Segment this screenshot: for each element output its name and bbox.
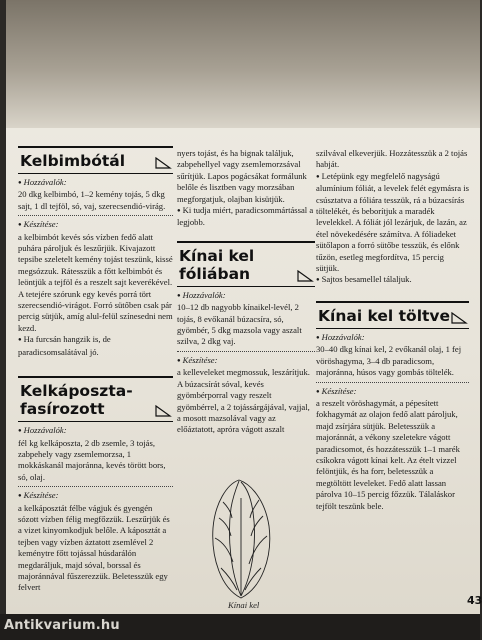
page-top-shadow — [6, 0, 480, 128]
ingredients-label: ● Hozzávalók: — [316, 332, 469, 344]
illustration-caption: Kínai kel — [228, 600, 260, 610]
column-3 — [316, 148, 469, 512]
preparation-text: a kelkáposztát félbe vágjuk és gyengén sózott vízben félig megfőzzük. Leszűrjük és a vizet kinyomkodjuk belőle. A káposztát a tejben vagy vízben áztatott zsemlével 2 keménytre főtt tojással húsdarálón megdaráljuk, majd sóval, borssal és majoránnával fűszerezzük. Beletesszük egy felvert — [18, 502, 170, 593]
preparation-text: a reszelt vöröshagymát, a pépesített fokhagymát az olajon fedő alatt pároljuk, majd zsírjára sütjük. Beletesszük a majoránnát, a vékony szeletekre vágott paradicsomot, és hozzátesszük 1–1 marék csíkokra vágott kínai kelt. Az ételt vizzel felöntjük, és ha forr, beletesszük a megtöltött leveleket. Fedő alatt lassan párolva 10–15 percig főzzük. Tálaláskor tejfölt teszünk bele. — [316, 397, 460, 511]
instruction-step: ● Letépünk egy megfelelő nagyságú alumínium fóliát, a levelek felét egymásra is csúsztatva a fóliára tesszük, rá a búzacsírás töltelékét, és beborítjuk a maradék levelekkel. A fóliát jól lezárjuk, de lazán, az étel növekedésére számítva. A fóliadeket sütőlapon a forró sütőbe tesszük, és előnk tűzön, esetleg megfordítva, 15 percig sütjük. — [316, 171, 469, 275]
triangle-icon — [451, 312, 467, 324]
watermark: Antikvarium.hu — [4, 618, 120, 633]
page-number: 43 — [467, 594, 482, 607]
preparation-text: a kelleveleket megmossuk, leszárítjuk. A búzacsírát sóval, kevés gyömbérporral vagy reszelt gyömbérrel, a 2 tojássárgájával, vajjal, a mosott mazsolával vagy az előáztatott, apróra vágott aszalt — [177, 367, 310, 435]
serving-tip: ● Sajtos besamellel tálaljuk. — [316, 274, 469, 286]
preparation-label: ● Készítése: — [177, 355, 315, 367]
serving-tip: ● Ha furcsán hangzik is, de paradicsomsalátával jó. — [18, 334, 173, 358]
serving-tip: ● Ki tudja miért, paradicsommártással a legjobb. — [177, 205, 315, 229]
triangle-icon — [155, 157, 171, 169]
dotted-divider — [316, 382, 469, 383]
dotted-divider — [18, 215, 173, 216]
continued-text: szilvával elkeverjük. Hozzátesszük a 2 tojás habját. — [316, 148, 468, 170]
triangle-icon — [155, 405, 171, 417]
preparation-label: ● Készítése: — [316, 386, 469, 398]
preparation-label: ● Készítése: — [18, 490, 173, 502]
continued-text: nyers tojást, és ha bignak találjuk, zabpehellyel vagy zsemlemorzsával sűrítjük. Lapos pogácsákat formálunk belőle és lisztben vagy morzsában megforgatjuk, olajban kisütjük. — [177, 148, 307, 204]
preparation-text: a kelbimbót kevés sós vízben fedő alatt puhára pároljuk és leszűrjük. Kivajazott tepsibe szeletelt kemény tojást teszünk, kissé megsózzuk. Rátesszük a főtt kelbimbót és leöntjük a tejföl és a reszelt sajt keverékével. A tetejére szórunk egy kevés porrá tört szerecsendió-virágot. Forró sütőben csak pár percig sütjük, amíg alul-felül színesedni nem kezd. — [18, 231, 173, 333]
book-page — [6, 0, 480, 614]
preparation-label: ● Készítése: — [18, 219, 173, 231]
ingredients-label: ● Hozzávalók: — [18, 425, 173, 437]
column-2 — [177, 148, 315, 436]
ingredients-text: 20 dkg kelbimbó, 1–2 kemény tojás, 5 dkg sajt, 1 dl tejföl, só, vaj, szerecsendió-virág. — [18, 189, 166, 211]
dotted-divider — [18, 486, 173, 487]
chinese-cabbage-illustration — [201, 478, 281, 600]
recipe-title-kinai-kel-toltve: Kínai kel töltve — [316, 301, 469, 329]
ingredients-text: 30–40 dkg kínai kel, 2 evőkanál olaj, 1 fej vöröshagyma, 3–4 db paradicsom, majoránna, húsos vagy gombás töltelék. — [316, 344, 462, 378]
recipe-title-kelkaposzta: Kelkáposzta- fasírozott — [18, 376, 173, 422]
ingredients-label: ● Hozzávalók: — [177, 290, 315, 302]
dotted-divider — [177, 351, 315, 352]
recipe-title-kinai-kel-foliaban: Kínai kel fóliában — [177, 241, 315, 287]
column-1 — [18, 140, 173, 594]
ingredients-label: ● Hozzávalók: — [18, 177, 173, 189]
ingredients-text: fél kg kelkáposzta, 2 db zsemle, 3 tojás, zabpehely vagy zsemlemorzsa, 1 mokkáskanál majoránna, kevés törött bors, só, olaj. — [18, 437, 166, 482]
ingredients-text: 10–12 db nagyobb kínaikel-levél, 2 tojás, 8 evőkanál búzacsíra, só, gyömbér, 5 dkg mazsola vagy aszalt szilva, 2 dkg vaj. — [177, 302, 302, 347]
triangle-icon — [297, 270, 313, 282]
recipe-title-kelbimbotal: Kelbimbótál — [18, 146, 173, 174]
